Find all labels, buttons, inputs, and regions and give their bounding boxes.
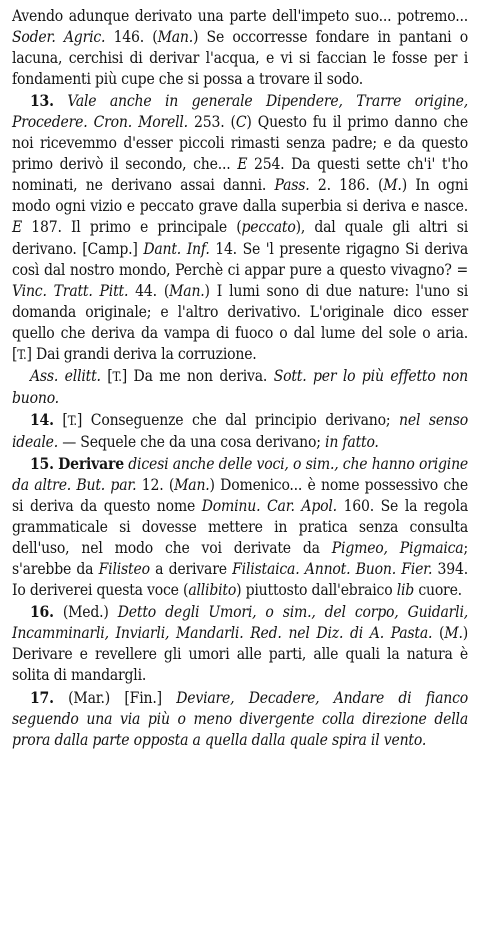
bold-text: 15. — [30, 453, 54, 473]
text-run: 12. ( — [136, 476, 175, 495]
italic-text: dicesi anche delle voci, o sim., che hanno origine da altre. But. par. — [12, 454, 469, 495]
text-run: 146. ( — [105, 28, 158, 47]
text-run: 254. Da questi sette ch'i' t'ho nominati, ne derivano assai danni. — [12, 155, 468, 195]
text-run: ] Da me non deriva. — [121, 366, 274, 385]
italic-text: Dominu. Car. Apol. — [201, 497, 337, 516]
italic-text: Man. — [157, 28, 193, 47]
italic-text: Ass. ellitt. — [30, 366, 101, 385]
italic-text: Annot. Buon. Fier. — [304, 560, 433, 579]
paragraph-p0 — [12, 6, 468, 90]
text-run: ) In ogni modo ogni vizio e peccato grave dalla superbia si deriva e nasce. — [12, 176, 468, 216]
italic-text: Filistaica. — [232, 560, 300, 579]
italic-text: C — [235, 113, 247, 132]
bold-text: 17. — [30, 687, 54, 707]
text-run: 187. Il primo e principale ( — [22, 218, 242, 237]
italic-text: Deviare, Decadere, Andare di fianco seguendo una via più o meno divergente colla direzione della prora dalla parte opposta a quella dalla quale spira il vento. — [12, 688, 468, 749]
text-run: ) I lumi sono di due nature: l'uno si domanda originale; e l'altro derivativo. L'originale dico esser quello che deriva da vampa di fuoco o dal lume del sole o aria. [ — [12, 281, 468, 363]
text-run — [54, 92, 68, 110]
source-tag: T. — [112, 369, 122, 385]
bold-text: 16. — [30, 602, 54, 622]
text-run: [ — [100, 366, 113, 385]
italic-text: Sott. per lo più effetto non buono. — [12, 366, 468, 407]
source-tag: T. — [17, 347, 27, 363]
paragraph-p16 — [12, 601, 468, 686]
source-tag: T. — [67, 413, 77, 429]
bold-text: 14. — [30, 409, 54, 429]
text-run: Avendo adunque derivato una parte dell'impeto suo... potremo... — [12, 7, 468, 25]
italic-text: in fatto. — [325, 432, 379, 451]
text-run: ) piuttosto dall'ebraico — [236, 581, 397, 600]
text-run: ) Se occorresse fondare in pantani o lacuna, cerchisi di derivar l'acqua, e vi si faccian le fosse per i fondamenti più cupe che si possa a trovare il sodo. — [12, 28, 468, 89]
text-run: 14. Se 'l presente rigagno Si deriva così dal nostro mondo, Perchè ci appar pure a questo vivagno? = — [12, 239, 468, 279]
text-run: ] Dai grandi deriva la corruzione. — [26, 344, 257, 363]
paragraph-p17 — [12, 687, 468, 751]
italic-text: Vinc. Tratt. Pitt. — [12, 281, 129, 300]
italic-text: Soder. Agric. — [12, 28, 106, 47]
italic-text: Pigmeo, Pigmaica — [331, 539, 464, 558]
italic-text: Filisteo — [98, 560, 150, 579]
italic-text: Man. — [169, 281, 205, 300]
text-run: cuore. — [414, 581, 462, 600]
italic-text: M. — [383, 176, 402, 195]
italic-text: Dant. Inf. — [143, 239, 210, 258]
italic-text: E — [237, 155, 248, 174]
paragraph-p13 — [12, 90, 468, 366]
italic-text: Detto degli Umori, o sim., del corpo, Guidarli, Incamminarli, Inviarli, Mandarli. Red. nel Diz. di A. Pasta. — [12, 603, 468, 643]
italic-text: nel senso ideale. — [12, 410, 469, 451]
italic-text: Man. — [174, 476, 210, 495]
text-run: 2. 186. ( — [309, 176, 384, 195]
text-run: 394. Io deriverei questa voce ( — [12, 560, 468, 600]
paragraph-p14 — [12, 409, 468, 453]
text-run: ) Questo fu il primo danno che noi ricevemmo d'esser piccoli rimasti senza padre; e da questo primo derivò il secondo, che... — [12, 113, 468, 174]
text-run: ) Derivare e revellere gli umori alle parti, alle quali la natura è solita di mandargli. — [12, 624, 468, 685]
italic-text: M. — [444, 624, 463, 643]
text-run: ( — [432, 624, 445, 643]
text-run: a derivare — [149, 560, 233, 579]
italic-text: Vale anche in generale Dipendere, Trarre origine, Procedere. Cron. Morell. — [12, 92, 468, 132]
bold-text: 13. — [30, 91, 54, 111]
text-run: 160. Se la regola grammaticale si dovesse mettere in pratica senza consulta dell'uso, nel modo che voi derivate da — [12, 497, 468, 558]
text-run: (Mar.) [Fin.] — [53, 688, 177, 707]
italic-text: allibito — [188, 581, 237, 600]
italic-text: E — [12, 218, 23, 237]
text-run: ) Domenico... è nome possessivo che si deriva da questo nome — [12, 476, 468, 516]
text-run: 253. ( — [187, 113, 236, 132]
text-run: — Sequele che da una cosa derivano; — [57, 432, 326, 451]
text-run: [ — [53, 410, 68, 429]
text-run: 44. ( — [128, 281, 170, 300]
text-run: ; s'arebbe da — [12, 539, 468, 579]
text-run: (Med.) — [53, 603, 118, 622]
paragraph-p15 — [12, 453, 468, 601]
italic-text: lib — [396, 581, 415, 600]
italic-text: Pass. — [274, 176, 310, 195]
paragraph-p13b — [12, 366, 468, 409]
bold-text: Derivare — [58, 453, 124, 473]
text-run: ] Conseguenze che dal principio derivano; — [76, 410, 400, 429]
text-run: ), dal quale gli altri si derivano. [Camp.] — [12, 218, 468, 258]
italic-text: peccato — [241, 218, 296, 237]
